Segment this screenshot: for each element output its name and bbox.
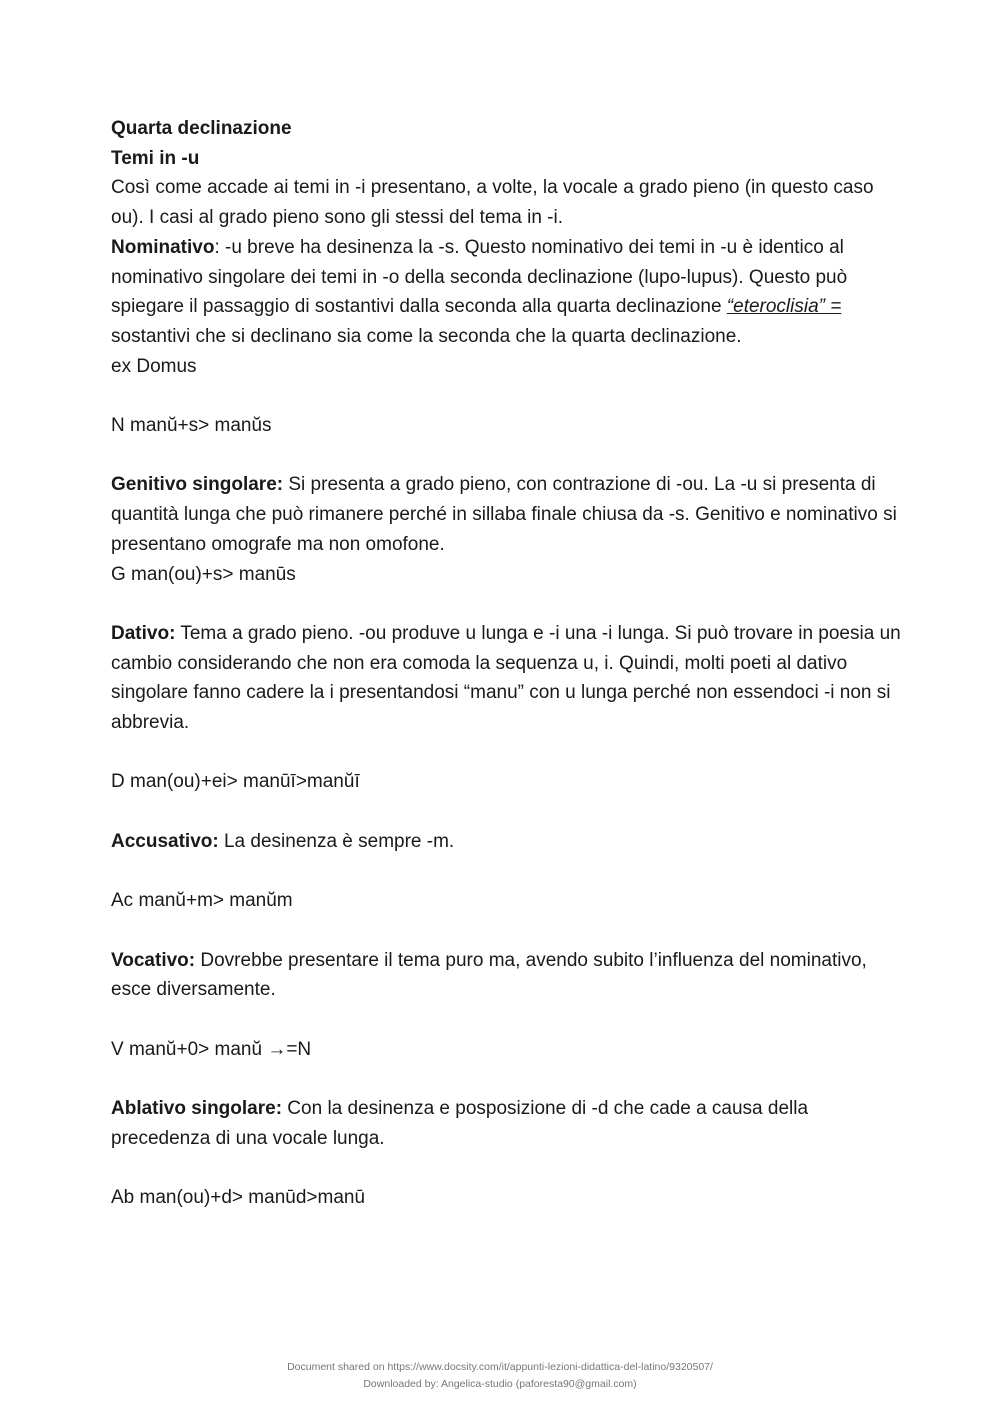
nominativo-example: ex Domus — [111, 355, 197, 377]
genitivo-label: Genitivo singolare: — [111, 474, 284, 496]
eteroclisia-term: “eteroclisia” = — [726, 296, 842, 318]
ablativo-formula: Ab man(ou)+d> manūd>manū — [111, 1187, 366, 1209]
dativo-formula: D man(ou)+ei> manūī>manŭī — [111, 771, 360, 793]
vocativo-label: Vocativo: — [111, 949, 196, 971]
footer-downloaded-by: Downloaded by: Angelica-studio (paforesta90@gmail.com) — [363, 1378, 637, 1390]
page-footer — [0, 1359, 1000, 1393]
accusativo-paragraph: Accusativo: La desinenza è sempre -m. — [111, 830, 455, 852]
nominativo-formula: N manŭ+s> manŭs — [111, 415, 272, 437]
vocativo-paragraph: Vocativo: Dovrebbe presentare il tema puro ma, avendo subito l’influenza del nominativo, esce diversamente. — [111, 949, 867, 1001]
genitivo-paragraph: Genitivo singolare: Si presenta a grado pieno, con contrazione di -ou. La -u si presenta di quantità lunga che può rimanere perché in sillaba finale chiusa da -s. Genitivo e nominativo si presentano omografe ma non omofone. — [111, 474, 897, 555]
dativo-paragraph: Dativo: Tema a grado pieno. -ou produve u lunga e -i una -i lunga. Si può trovare in poesia un cambio considerando che non era comoda la sequenza u, i. Quindi, molti poeti al dativo singolare fanno cadere la i presentandosi “manu” con u lunga perché non essendoci -i non si abbrevia. — [111, 622, 901, 734]
intro-paragraph: Così come accade ai temi in -i presentano, a volte, la vocale a grado pieno (in questo caso ou). I casi al grado pieno sono gli stessi del tema in -i. — [111, 177, 874, 229]
genitivo-formula: G man(ou)+s> manūs — [111, 563, 296, 585]
vocativo-formula: V manŭ+0> manŭ →=N — [111, 1038, 312, 1060]
nominativo-label: Nominativo — [111, 236, 215, 258]
document-body — [111, 114, 901, 1213]
nominativo-paragraph: Nominativo: -u breve ha desinenza la -s. Questo nominativo dei temi in -u è identico al nominativo singolare dei temi in -o della seconda declinazione (lupo-lupus). Questo può spiegare il passaggio di sostantivi dalla seconda alla quarta declinazione “eteroclisia” = sostantivi che si declinano sia come la seconda che la quarta declinazione. — [111, 236, 848, 347]
section-heading: Quarta declinazione — [111, 118, 292, 139]
section-subheading: Temi in -u — [111, 147, 200, 169]
accusativo-label: Accusativo: — [111, 830, 219, 852]
dativo-label: Dativo: — [111, 622, 176, 644]
accusativo-formula: Ac manŭ+m> manŭm — [111, 890, 293, 912]
ablativo-label: Ablativo singolare: — [111, 1098, 283, 1120]
ablativo-paragraph: Ablativo singolare: Con la desinenza e posposizione di -d che cade a causa della precedenza di una vocale lunga. — [111, 1098, 809, 1149]
footer-shared-link[interactable]: Document shared on https://www.docsity.com/it/appunti-lezioni-didattica-del-latino/9320507/ — [287, 1361, 713, 1373]
